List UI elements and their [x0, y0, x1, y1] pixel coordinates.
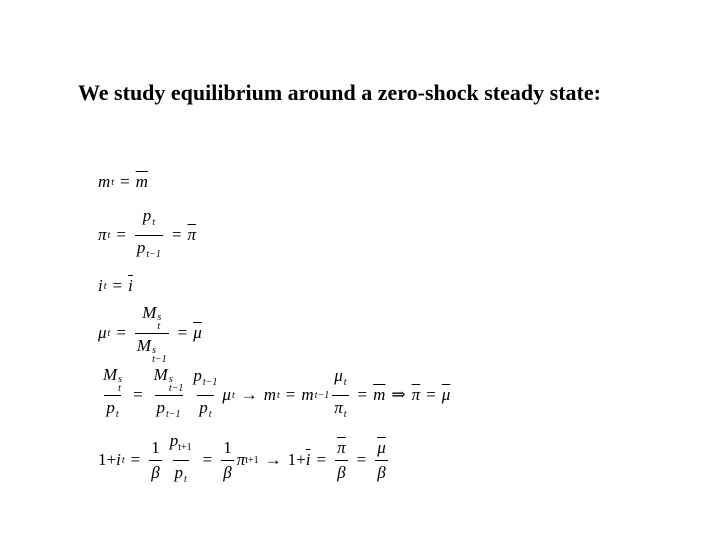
symbol-bar: $\overline{\pi}$ [187, 225, 197, 244]
symbol: i [98, 276, 103, 295]
symbol: p [156, 398, 165, 417]
operator: = [130, 450, 141, 469]
symbol: μ [334, 365, 343, 385]
operator: = [356, 450, 367, 469]
sup-sub [118, 375, 122, 393]
symbol: M [142, 302, 157, 322]
implies-operator: ⇒ [391, 385, 406, 404]
symbol: π [98, 225, 107, 244]
symbol: μ [222, 385, 231, 404]
subscript: t [121, 454, 125, 466]
denominator [197, 395, 213, 425]
equation-inflation-steady-state [98, 202, 450, 268]
subscript: t [184, 473, 187, 485]
operator: = [316, 450, 327, 469]
numerator [332, 366, 348, 395]
symbol: m [301, 385, 314, 404]
symbol: m [98, 172, 111, 191]
subscript: t [107, 327, 111, 339]
equation-fisher [98, 428, 450, 492]
subscript: t [208, 408, 212, 420]
numerator: $\overline{\mu}$ [377, 437, 386, 457]
denominator: β [375, 460, 387, 483]
numerator [140, 303, 163, 333]
constant: 1+ [98, 450, 117, 469]
sup-sub [169, 375, 184, 393]
numerator [152, 365, 186, 395]
subscript: t−1 [166, 409, 181, 420]
symbol: μ [98, 323, 107, 342]
symbol: m [263, 385, 277, 404]
fraction [221, 438, 234, 483]
fraction [375, 438, 388, 483]
subscript: t [277, 389, 280, 401]
numerator: 1 [223, 437, 232, 457]
denominator [104, 395, 120, 425]
symbol: M [136, 335, 152, 355]
symbol-bar: $\overline{i}$ [305, 450, 311, 469]
symbol-bar: $\overline{\pi}$ [411, 385, 421, 404]
denominator [332, 395, 348, 425]
equation-list [98, 162, 450, 492]
operator: = [112, 276, 123, 295]
operator: = [285, 385, 296, 404]
equation-interest-steady-state [98, 268, 450, 304]
subscript: t [107, 229, 111, 241]
subscript: t [103, 280, 107, 292]
operator: = [177, 323, 188, 342]
symbol-bar: $\overline{m}$ [135, 172, 148, 191]
arrow-operator: → [264, 450, 282, 469]
operator: = [357, 385, 368, 404]
denominator: β [335, 460, 347, 483]
operator: = [133, 385, 143, 404]
arrow-operator: → [240, 385, 258, 404]
denominator [173, 460, 189, 490]
symbol: π [236, 450, 246, 469]
fraction [135, 303, 169, 364]
numerator [141, 206, 157, 235]
operator: = [202, 450, 213, 469]
sup-sub [157, 313, 161, 331]
fraction [168, 431, 194, 490]
subscript: t [343, 376, 347, 388]
symbol-bar: $\overline{m}$ [373, 385, 386, 404]
symbol-bar: $\overline{i}$ [128, 276, 133, 295]
symbol-bar: $\overline{\mu}$ [441, 385, 451, 404]
equation-money-steady-state [98, 162, 450, 202]
superscript: s [118, 374, 123, 385]
operator: = [171, 225, 182, 244]
denominator [135, 333, 169, 364]
fraction [332, 366, 348, 425]
operator: = [120, 172, 130, 191]
symbol: p [106, 398, 115, 417]
sup-sub [152, 346, 167, 364]
subscript: t [231, 389, 235, 401]
numerator: 1 [151, 437, 160, 457]
denominator [155, 395, 183, 425]
symbol: π [334, 397, 343, 417]
superscript: s [168, 374, 173, 385]
fraction [135, 206, 163, 265]
fraction [152, 365, 186, 425]
subscript: t−1 [168, 383, 184, 394]
subscript: t [111, 176, 115, 188]
symbol: i [116, 450, 121, 469]
symbol: p [174, 462, 184, 482]
fraction [191, 366, 219, 425]
equation-real-balances [98, 362, 450, 428]
fraction [335, 438, 348, 483]
denominator [135, 235, 163, 265]
subscript: t [152, 216, 156, 228]
equation-money-growth-steady-state [98, 302, 450, 365]
operator: = [116, 225, 126, 244]
operator: = [426, 385, 436, 404]
symbol: p [142, 205, 152, 225]
subscript: t−1 [314, 389, 330, 401]
denominator: β [149, 460, 161, 483]
symbol-bar: $\overline{\mu}$ [193, 323, 202, 342]
symbol: p [136, 237, 146, 257]
fraction [149, 438, 162, 483]
numerator [191, 366, 219, 395]
slide-title: We study equilibrium around a zero-shock steady state: [78, 80, 601, 105]
superscript: s [157, 311, 162, 323]
constant: 1+ [287, 450, 306, 469]
symbol: M [103, 365, 118, 384]
numerator: $\overline{\pi}$ [337, 437, 346, 457]
superscript: s [152, 344, 156, 356]
subscript: t [157, 320, 161, 332]
subscript: t+1 [245, 454, 259, 466]
subscript: t [115, 409, 119, 420]
subscript: t−1 [146, 248, 161, 260]
subscript: t−1 [202, 376, 218, 388]
subscript: t [343, 408, 347, 420]
symbol: p [199, 397, 208, 417]
denominator: β [221, 460, 233, 483]
symbol: p [169, 430, 179, 450]
operator: = [116, 323, 126, 342]
subscript: t−1 [152, 353, 167, 365]
numerator [168, 431, 194, 460]
fraction [101, 365, 124, 425]
symbol: M [153, 365, 168, 384]
symbol: p [193, 365, 202, 385]
subscript: t+1 [178, 441, 192, 453]
subscript: t [118, 383, 121, 394]
numerator [101, 365, 124, 395]
